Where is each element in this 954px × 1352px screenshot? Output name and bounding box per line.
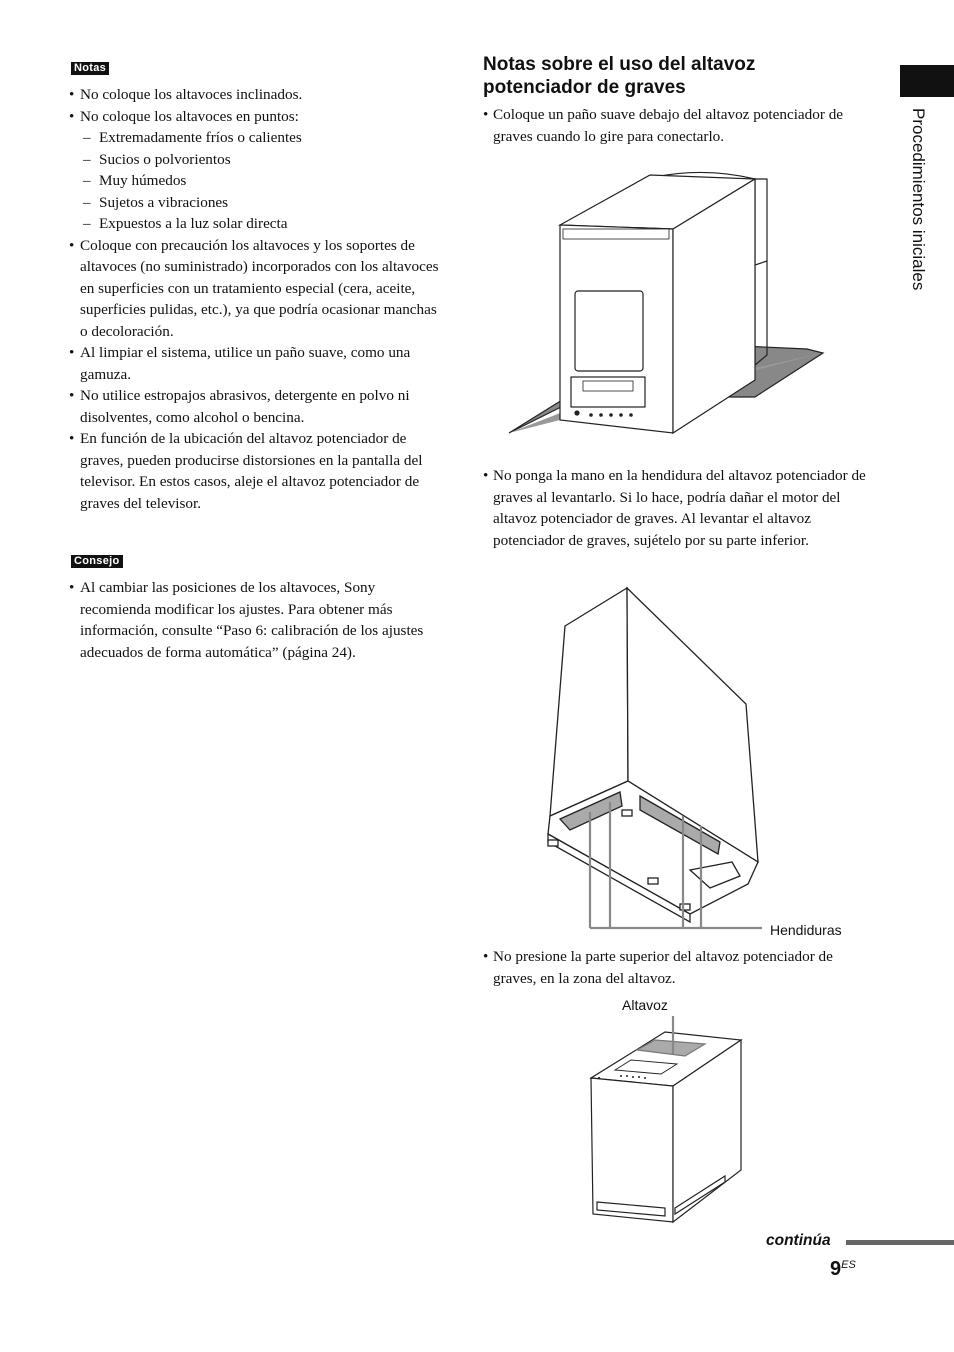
section-heading: Notas sobre el uso del altavoz potenciador de graves xyxy=(483,54,756,98)
figure-subwoofer-top xyxy=(585,1014,745,1224)
sub-list-item: – Expuestos a la luz solar directa xyxy=(69,213,447,235)
list-item: • No coloque los altavoces inclinados. xyxy=(69,84,447,106)
page-number xyxy=(830,1258,856,1281)
list-item: • No utilice estropajos abrasivos, detergente en polvo ni disolventes, como alcohol o bencina. xyxy=(69,385,447,428)
section-tab-marker xyxy=(900,65,954,97)
paragraph-slot-warning: • No ponga la mano en la hendidura del altavoz potenciador de graves al levantarlo. Si lo hace, podría dañar el motor del altavoz potenciador de graves. Al levantar el altavoz potenciador de graves, sujételo por su parte inferior. xyxy=(483,465,873,551)
sub-list-item: – Sucios o polvorientos xyxy=(69,149,447,171)
label-altavoz: Altavoz xyxy=(622,997,668,1013)
side-tab-label: Procedimientos iniciales xyxy=(909,108,928,291)
list-item: • Al cambiar las posiciones de los altavoces, Sony recomienda modificar los ajustes. Para obtener más información, consulte “Paso 6: calibración de los ajustes adecuados de forma automática” (página 24). xyxy=(69,577,447,663)
continua-label: continúa xyxy=(766,1232,831,1249)
list-item: • Coloque con precaución los altavoces y los soportes de altavoces (no suministrado) incorporados con los altavoces en superficies con un tratamiento especial (cera, aceite, superficies pulidas, etc.), ya que podría ocasionar manchas o decoloración. xyxy=(69,235,447,343)
list-item: • Al limpiar el sistema, utilice un paño suave, como una gamuza. xyxy=(69,342,447,385)
sub-list-item: – Sujetos a vibraciones xyxy=(69,192,447,214)
continua-bar xyxy=(846,1240,954,1245)
notes-label: Notas xyxy=(71,62,109,75)
sub-list-item: – Muy húmedos xyxy=(69,170,447,192)
paragraph-no-press: • No presione la parte superior del altavoz potenciador de graves, en la zona del altavoz. xyxy=(483,946,873,989)
notes-list xyxy=(69,84,447,514)
list-item: • En función de la ubicación del altavoz potenciador de graves, pueden producirse distorsiones en la pantalla del televisor. En estos casos, aleje el altavoz potenciador de graves del televisor. xyxy=(69,428,447,514)
figure-subwoofer-on-cloth xyxy=(505,165,827,440)
figure-subwoofer-slots xyxy=(540,584,765,934)
tip-label: Consejo xyxy=(71,555,123,568)
label-hendiduras: Hendiduras xyxy=(770,922,842,938)
list-item: • No coloque los altavoces en puntos: xyxy=(69,106,447,128)
page-number-value: 9 xyxy=(830,1258,842,1280)
sub-list-item: – Extremadamente fríos o calientes xyxy=(69,127,447,149)
paragraph-cloth: • Coloque un paño suave debajo del altavoz potenciador de graves cuando lo gire para conectarlo. xyxy=(483,104,873,147)
tip-list xyxy=(69,577,447,663)
page-number-suffix: ES xyxy=(841,1259,856,1271)
